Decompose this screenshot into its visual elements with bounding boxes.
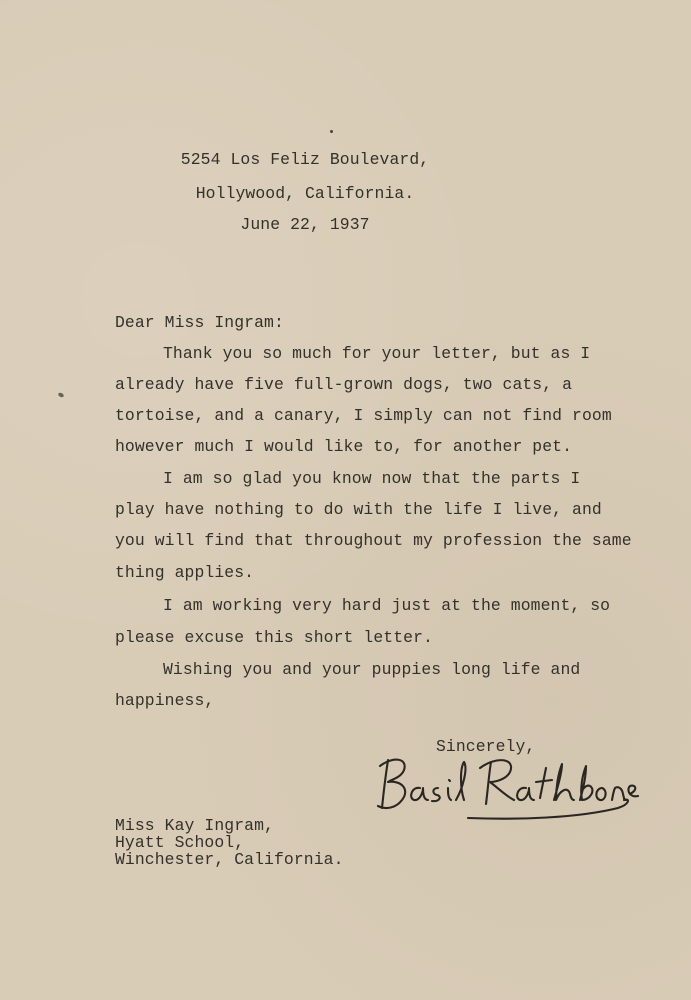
body-line: you will find that throughout my profession the same xyxy=(115,531,632,550)
body-line: please excuse this short letter. xyxy=(115,628,433,647)
body-line: however much I would like to, for another pet. xyxy=(115,437,573,456)
header-date: June 22, 1937 xyxy=(240,215,370,234)
header-city: Hollywood, California. xyxy=(195,184,415,203)
body-line: I am working very hard just at the moment, so xyxy=(163,596,611,615)
recipient-city: Winchester, California. xyxy=(115,850,344,869)
body-line: play have nothing to do with the life I live, and xyxy=(115,500,602,519)
recipient-name: Miss Kay Ingram, xyxy=(115,816,274,835)
salutation: Dear Miss Ingram: xyxy=(115,313,284,332)
body-line: happiness, xyxy=(115,691,215,710)
signature-image xyxy=(368,738,648,833)
recipient-school: Hyatt School, xyxy=(115,833,245,852)
closing: Sincerely, xyxy=(436,737,536,756)
body-line: thing applies. xyxy=(115,563,255,582)
body-line: I am so glad you know now that the parts I xyxy=(163,469,581,488)
body-line: tortoise, and a canary, I simply can not find room xyxy=(115,406,612,425)
ink-dot xyxy=(330,130,333,133)
header-street: 5254 Los Feliz Boulevard, xyxy=(180,150,430,169)
paper-blemish xyxy=(57,392,64,398)
body-line: Thank you so much for your letter, but as I xyxy=(163,344,591,363)
body-line: Wishing you and your puppies long life and xyxy=(163,660,581,679)
body-line: already have five full-grown dogs, two cats, a xyxy=(115,375,573,394)
